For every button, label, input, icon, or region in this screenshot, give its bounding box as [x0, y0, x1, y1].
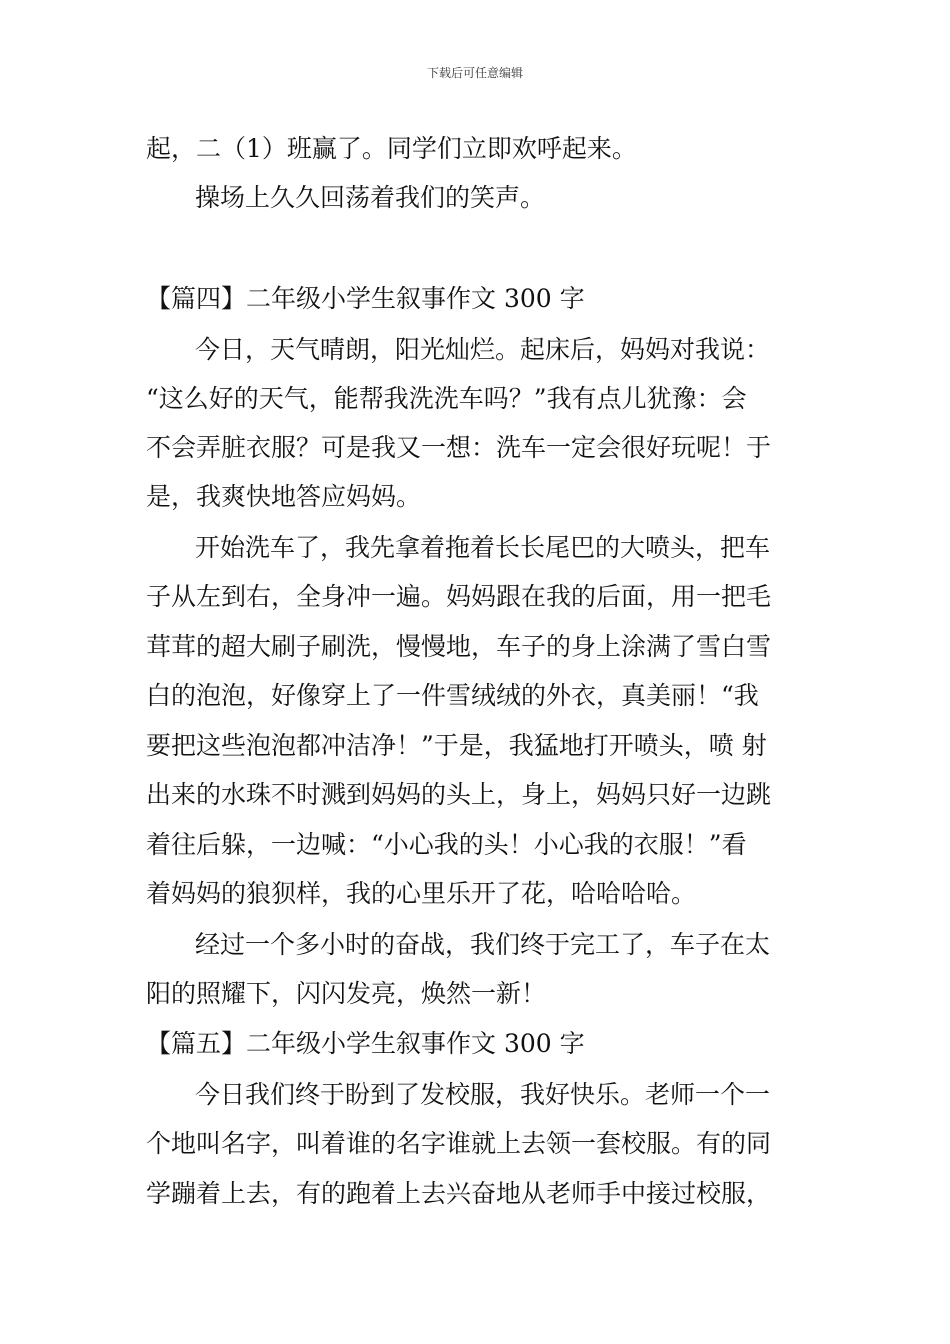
text-line: 出来的水珠不时溅到妈妈的头上，身上，妈妈只好一边跳: [146, 780, 772, 809]
text-line: 要把这些泡泡都冲洁净！”于是，我猛地打开喷头，喷 射: [146, 731, 767, 760]
text-line: “这么好的天气，能帮我洗洗车吗？”我有点儿犹豫：会: [146, 384, 747, 413]
text-line: 个地叫名字，叫着谁的名字谁就上去领一套校服。有的同: [146, 1129, 772, 1158]
text-line: 子从左到右，全身冲一遍。妈妈跟在我的后面，用一把毛: [146, 582, 772, 611]
text-line: 茸茸的超大刷子刷洗，慢慢地，车子的身上涂满了雪白雪: [146, 632, 772, 661]
text-line: 经过一个多小时的奋战，我们终于完工了，车子在太: [195, 930, 771, 959]
page-header: 下载后可任意编辑: [426, 66, 523, 80]
section-heading: 【篇五】二年级小学生叙事作文 300 字: [146, 1029, 585, 1058]
text-line: 着往后躲，一边喊：“小心我的头！小心我的衣服！”看: [146, 830, 747, 859]
text-line: 阳的照耀下，闪闪发亮，焕然一新！: [146, 979, 547, 1008]
text-line: 操场上久久回荡着我们的笑声。: [195, 183, 546, 212]
text-line: 学蹦着上去，有的跑着上去兴奋地从老师手中接过校服，: [146, 1179, 772, 1208]
text-line: 白的泡泡，好像穿上了一件雪绒绒的外衣，真美丽！“我: [146, 681, 759, 710]
text-line: 着妈妈的狼狈样，我的心里乐开了花，哈哈哈哈。: [146, 879, 697, 908]
text-line: 不会弄脏衣服？可是我又一想：洗车一定会很好玩呢！于: [146, 433, 772, 462]
section-heading: 【篇四】二年级小学生叙事作文 300 字: [146, 284, 585, 313]
text-line: 今日，天气晴朗，阳光灿烂。起床后，妈妈对我说：: [195, 335, 771, 364]
text-line: 起，二（1）班赢了。同学们立即欢呼起来。: [146, 134, 637, 163]
text-line: 开始洗车了，我先拿着拖着长长尾巴的大喷头，把车: [195, 533, 771, 562]
text-line: 是，我爽快地答应妈妈。: [146, 482, 422, 511]
text-line: 今日我们终于盼到了发校服，我好快乐。老师一个一: [195, 1080, 771, 1109]
